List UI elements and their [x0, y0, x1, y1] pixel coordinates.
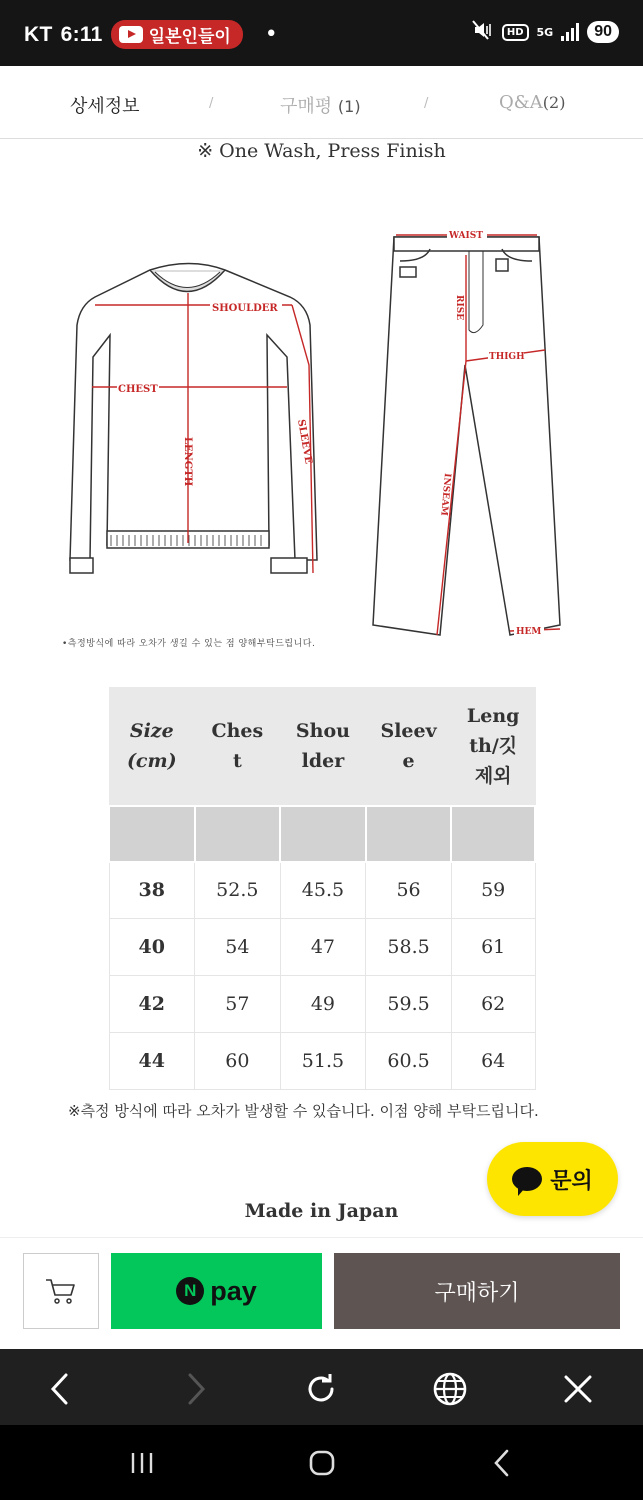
- label-thigh: THIGH: [489, 352, 525, 362]
- label-hem: HEM: [516, 627, 542, 637]
- purchase-bar: [0, 1237, 643, 1349]
- header-line: Ches: [211, 720, 264, 743]
- hd-voice-icon: HD: [502, 24, 529, 41]
- table-row: [109, 1033, 535, 1090]
- cell-chest: 52.5: [195, 862, 281, 919]
- table-spacer-row: [109, 806, 535, 862]
- youtube-icon: [119, 26, 143, 43]
- refresh-icon[interactable]: [301, 1369, 341, 1409]
- signal-icon: [561, 23, 579, 41]
- cell-shoulder: 51.5: [280, 1033, 366, 1090]
- table-row: [109, 862, 535, 919]
- cell-chest: 60: [195, 1033, 281, 1090]
- mute-vibrate-icon: [472, 20, 494, 44]
- npay-button[interactable]: [111, 1253, 322, 1329]
- system-navigation-bar: [0, 1425, 643, 1500]
- tab-reviews-count: (1): [337, 97, 361, 116]
- cell-length: 62: [451, 976, 535, 1033]
- header-line: th/깃: [469, 735, 518, 758]
- cell-sleeve: 60.5: [366, 1033, 452, 1090]
- back-icon[interactable]: [40, 1369, 80, 1409]
- chat-bubble-icon: [512, 1167, 542, 1191]
- measurement-diagram: [55, 215, 595, 655]
- cell-size: 42: [109, 976, 195, 1033]
- carrier-label: KT: [24, 22, 53, 46]
- cell-shoulder: 47: [280, 919, 366, 976]
- youtube-notification-pill[interactable]: [111, 20, 243, 49]
- tab-separator: /: [209, 96, 214, 111]
- tab-separator: /: [424, 96, 429, 111]
- battery-indicator: 90: [587, 21, 619, 43]
- npay-label: pay: [210, 1275, 257, 1306]
- made-in-label: Made in Japan: [244, 1200, 399, 1222]
- wash-finish-text: ※ One Wash, Press Finish: [197, 140, 446, 162]
- label-sleeve: SLEEVE: [295, 418, 314, 465]
- table-row: [109, 976, 535, 1033]
- cell-chest: 57: [195, 976, 281, 1033]
- cell-length: 61: [451, 919, 535, 976]
- header-size: [109, 688, 195, 806]
- header-line: Size: [129, 720, 174, 743]
- header-length: [451, 688, 535, 806]
- globe-icon[interactable]: [430, 1369, 470, 1409]
- detail-tabs: [0, 66, 643, 139]
- cart-icon: [44, 1276, 78, 1306]
- table-cell: [451, 806, 535, 862]
- cell-size: 44: [109, 1033, 195, 1090]
- tab-qa-label: Q&A: [499, 92, 543, 113]
- header-line: Sleev: [380, 720, 437, 743]
- tab-reviews[interactable]: [280, 92, 361, 118]
- forward-icon[interactable]: [176, 1369, 216, 1409]
- notification-dot: •: [264, 22, 278, 47]
- network-type-icon: 5G: [536, 25, 554, 39]
- header-shoulder: [280, 688, 366, 806]
- inquiry-label: 문의: [550, 1168, 593, 1194]
- table-cell: [280, 806, 366, 862]
- cell-shoulder: 49: [280, 976, 366, 1033]
- diagram-note: •측정방식에 따라 오차가 생길 수 있는 점 양해부탁드립니다.: [62, 639, 316, 649]
- table-cell: [109, 806, 195, 862]
- header-line: t: [232, 750, 242, 773]
- size-table: [108, 687, 536, 1090]
- label-chest: CHEST: [118, 384, 158, 395]
- clock: 6:11: [60, 22, 103, 46]
- system-back-icon[interactable]: [482, 1445, 522, 1481]
- label-length: LENGTH: [182, 437, 193, 487]
- tab-reviews-label: 구매평: [280, 96, 333, 117]
- table-cell: [366, 806, 452, 862]
- cell-sleeve: 59.5: [366, 976, 452, 1033]
- tab-qa-count: (2): [542, 93, 566, 112]
- header-line: 제외: [474, 765, 512, 788]
- close-icon[interactable]: [558, 1369, 598, 1409]
- cart-button[interactable]: [23, 1253, 99, 1329]
- header-line: Leng: [466, 705, 520, 728]
- label-waist: WAIST: [449, 231, 483, 241]
- header-line: e: [402, 750, 415, 773]
- tab-details-label: 상세정보: [70, 96, 140, 117]
- cell-length: 59: [451, 862, 535, 919]
- header-sleeve: [366, 688, 452, 806]
- cell-shoulder: 45.5: [280, 862, 366, 919]
- naver-n-icon: N: [176, 1277, 204, 1305]
- header-chest: [195, 688, 281, 806]
- cell-size: 38: [109, 862, 195, 919]
- table-row: [109, 919, 535, 976]
- status-right: [472, 20, 619, 44]
- header-line: lder: [301, 750, 345, 773]
- notification-text: 일본인들이: [148, 27, 231, 47]
- cell-sleeve: 58.5: [366, 919, 452, 976]
- measurement-note: ※측정 방식에 따라 오차가 발생할 수 있습니다. 이점 양해 부탁드립니다.: [68, 1102, 539, 1120]
- recents-icon[interactable]: [122, 1445, 162, 1481]
- status-bar: [0, 0, 643, 66]
- label-rise: RISE: [454, 295, 464, 321]
- buy-now-button[interactable]: 구매하기: [334, 1253, 620, 1329]
- label-shoulder: SHOULDER: [212, 303, 278, 314]
- label-inseam: INSEAM: [438, 472, 452, 517]
- header-line: Shou: [295, 720, 350, 743]
- cell-chest: 54: [195, 919, 281, 976]
- cell-size: 40: [109, 919, 195, 976]
- tab-qa[interactable]: [499, 92, 565, 113]
- table-cell: [195, 806, 281, 862]
- inquiry-button[interactable]: [487, 1142, 618, 1216]
- tab-details[interactable]: [70, 92, 140, 118]
- header-line: (cm): [126, 750, 177, 773]
- table-header-row: [109, 688, 535, 806]
- cell-length: 64: [451, 1033, 535, 1090]
- cell-sleeve: 56: [366, 862, 452, 919]
- home-icon[interactable]: [302, 1445, 342, 1481]
- browser-toolbar: [0, 1349, 643, 1425]
- status-left: [24, 20, 278, 49]
